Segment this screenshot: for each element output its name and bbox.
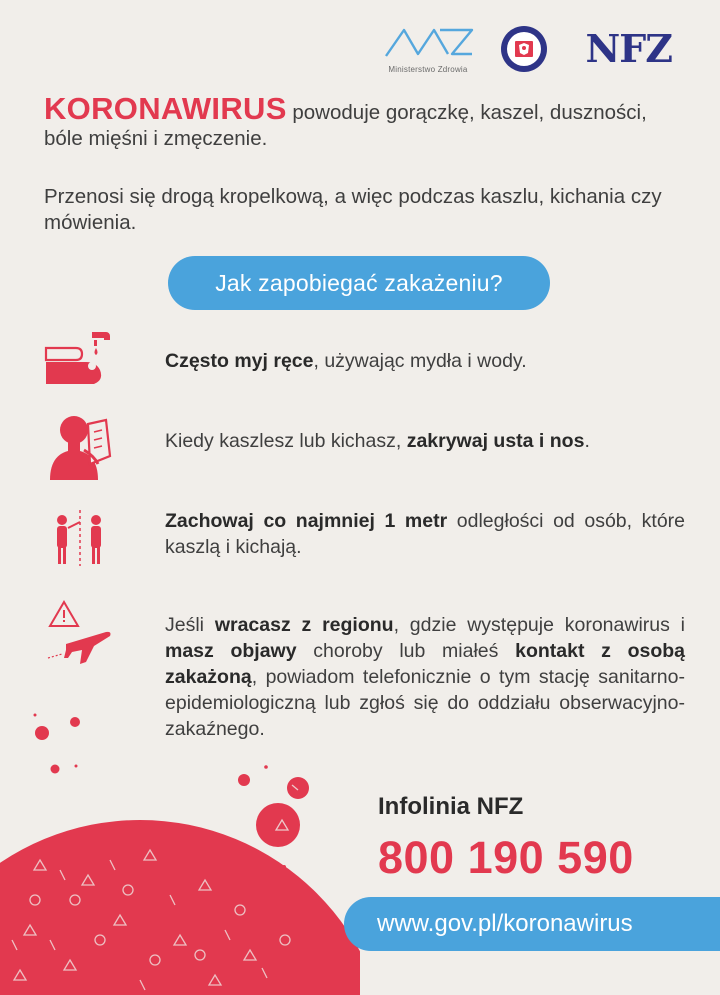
tip-text: Kiedy kaszlesz lub kichasz, [165,430,407,452]
tip-text: odległości od osób, które kaszlą i kichają. [165,510,686,558]
sanitary-inspection-seal [499,24,549,79]
tip-text: . [584,430,590,452]
tip-text: , gdzie występuje koronawirus i [393,614,685,636]
tip-bold: masz objawy [165,640,297,662]
tip-text: , powiadom telefonicznie o tym stację sanitarno-epidemiologiczną lub zgłoś się do oddziału obserwacyjno-zakaźnego. [165,666,685,740]
prevention-heading: Jak zapobiegać zakażeniu? [168,256,550,310]
tip-distance [165,508,685,560]
virus-decoration [0,700,360,995]
travel-warning-icon [46,600,114,677]
tip-hand-washing [165,348,685,374]
cough-cover-icon [44,410,116,487]
symptoms-text: powoduje gorączkę, kaszel, duszności, bóle mięśni i zmęczenie. [44,101,647,150]
website-link[interactable]: www.gov.pl/koronawirus [344,897,720,951]
header-logos [382,22,672,82]
koronawirus-keyword: KORONAWIRUS [44,91,287,126]
ministry-logo [382,22,474,74]
tip-cover-mouth [165,428,685,454]
hand-washing-icon [44,328,116,393]
tip-text: , używając mydła i wody. [313,350,527,372]
nfz-logo: NFZ [585,26,672,71]
infoline-phone[interactable]: 800 190 590 [378,832,634,883]
tip-bold: zakrywaj usta i nos [406,430,585,452]
symptoms-paragraph [44,91,684,152]
distance-icon [50,508,110,573]
tip-bold: Często myj ręce [165,350,314,372]
tip-bold: wracasz z regionu [214,614,394,636]
infoline-title: Infolinia NFZ [378,793,524,820]
tip-text: Jeśli [165,614,215,636]
tip-bold: kontakt z osobą zakażoną [165,640,685,688]
transmission-paragraph: Przenosi się drogą kropelkową, a więc podczas kaszlu, kichania czy mówienia. [44,185,662,234]
tip-bold: Zachowaj co najmniej 1 metr [165,510,448,532]
ministry-label: Ministerstwo Zdrowia [388,65,468,74]
tip-text: choroby lub miałeś [296,640,516,662]
